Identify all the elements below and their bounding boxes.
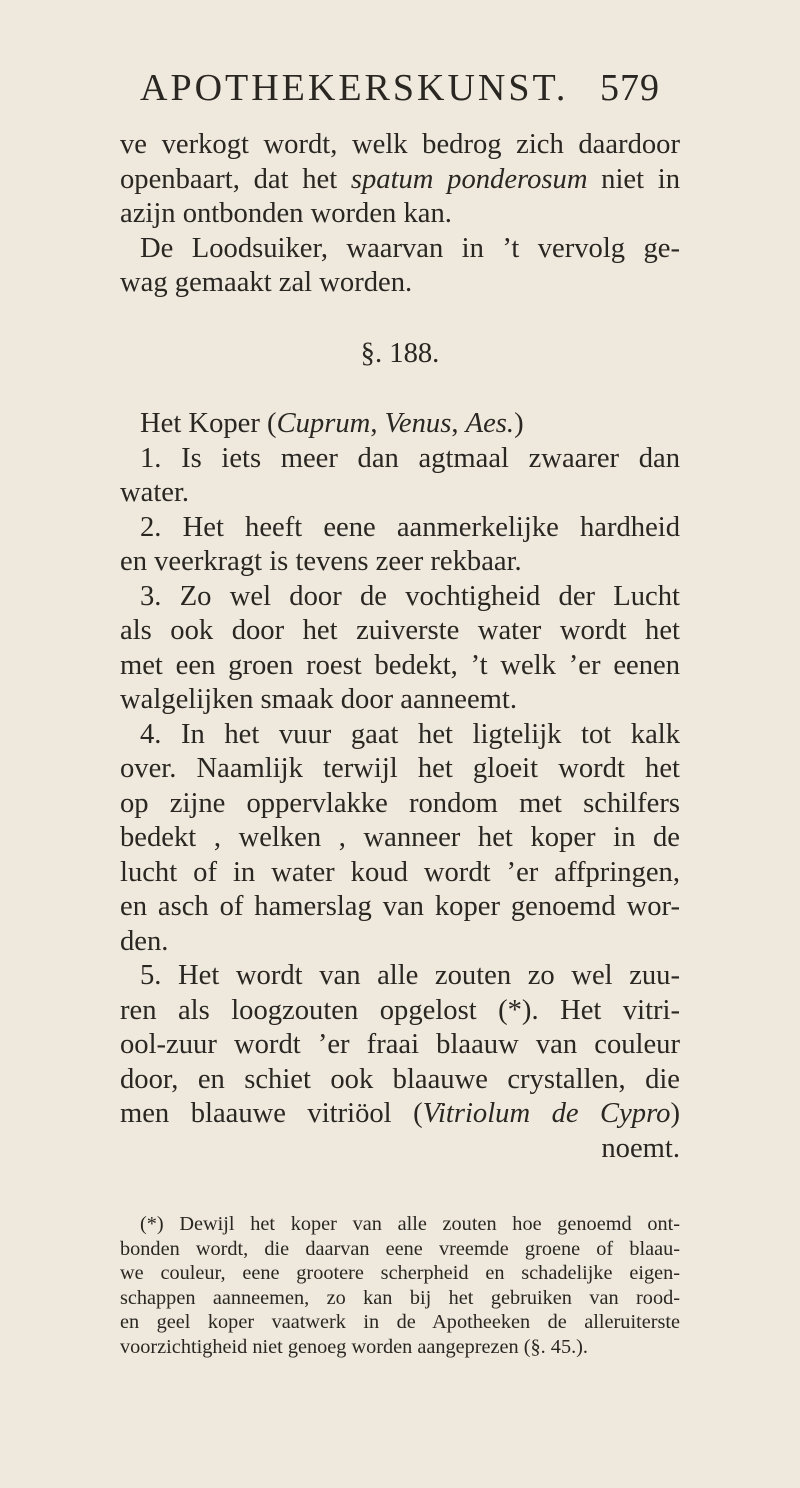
footnote-line: en geel koper vaatwerk in de Apotheeken de alleruiterste [120, 1311, 680, 1333]
running-title: APOTHEKERSKUNST. [140, 67, 569, 109]
text-line: walgelijken smaak door aanneemt. [120, 684, 517, 715]
footnote-line: schappen aanneemen, zo kan bij het gebruiken van rood- [120, 1286, 680, 1309]
numbered-item-5 [120, 959, 680, 1166]
section-number: §. 188. [360, 337, 440, 369]
text-line: Het Koper (Cuprum, Venus, Aes.) [140, 408, 524, 439]
latin-term: Vitriolum de Cypro [422, 1098, 671, 1129]
page-number: 579 [600, 67, 660, 109]
numbered-item-1 [120, 442, 680, 511]
numbered-item-2 [120, 511, 680, 580]
section-heading [120, 407, 680, 442]
text-line: noemt. [601, 1132, 680, 1164]
latin-term: spatum ponderosum [350, 163, 588, 195]
numbered-item-3 [120, 580, 680, 718]
text-line: 4. In het vuur gaat het ligtelijk tot kalk [140, 718, 680, 750]
text-line: water. [120, 477, 190, 508]
text-line: 1. Is iets meer dan agtmaal zwaarer dan [140, 442, 680, 474]
footnote [120, 1212, 680, 1359]
text-line: bedekt , welken , wanneer het koper in de [120, 822, 680, 853]
footnote-line: (*) Dewijl het koper van alle zouten hoe genoemd ont- [140, 1213, 680, 1235]
text-line: door, en schiet ook blaauwe crystallen, die [120, 1063, 680, 1095]
footnote-line: voorzichtigheid niet genoeg worden aangeprezen (§. 45.). [120, 1335, 588, 1358]
running-header [140, 66, 660, 110]
text-line: openbaart, dat het spatum ponderosum niet in [120, 163, 681, 195]
text-line: 5. Het wordt van alle zouten zo wel zuu- [140, 960, 680, 991]
text-line: ve verkogt wordt, welk bedrog zich daardoor [120, 129, 680, 160]
text-line: en veerkragt is tevens zeer rekbaar. [120, 546, 522, 577]
text-line: ren als loogzouten opgelost (*). Het vitri- [120, 994, 680, 1026]
numbered-item-4 [120, 718, 680, 960]
footnote-line: bonden wordt, die daarvan eene vreemde groene of blaau- [120, 1237, 680, 1260]
main-text [120, 128, 680, 1166]
text-line: azijn ontbonden worden kan. [120, 198, 452, 229]
text-line: lucht of in water koud wordt ’er affpringen, [120, 856, 680, 888]
text-line: en asch of hamerslag van koper genoemd wor- [120, 891, 680, 922]
text-line: 3. Zo wel door de vochtigheid der Lucht [140, 580, 680, 612]
text-line: wag gemaakt zal worden. [120, 267, 413, 298]
text-line: den. [120, 925, 169, 957]
text-line: op zijne oppervlakke rondom met schilfers [120, 787, 680, 819]
text-line: ool-zuur wordt ’er fraai blaauw van couleur [120, 1029, 680, 1060]
paragraph-continuation [120, 128, 680, 232]
paragraph-loodsuiker [120, 232, 680, 301]
text-line: men blaauwe vitriöol (Vitriolum de Cypro) [120, 1098, 680, 1129]
text-line: De Loodsuiker, waarvan in ’t vervolg ge- [140, 232, 680, 264]
text-line: over. Naamlijk terwijl het gloeit wordt het [120, 753, 680, 784]
text-line: 2. Het heeft eene aanmerkelijke hardheid [140, 511, 680, 543]
footnote-line: we couleur, eene grootere scherpheid en schadelijke eigen- [120, 1262, 680, 1284]
text-line: als ook door het zuiverste water wordt het [120, 615, 680, 646]
text-line: met een groen roest bedekt, ’t welk ’er eenen [120, 649, 680, 681]
